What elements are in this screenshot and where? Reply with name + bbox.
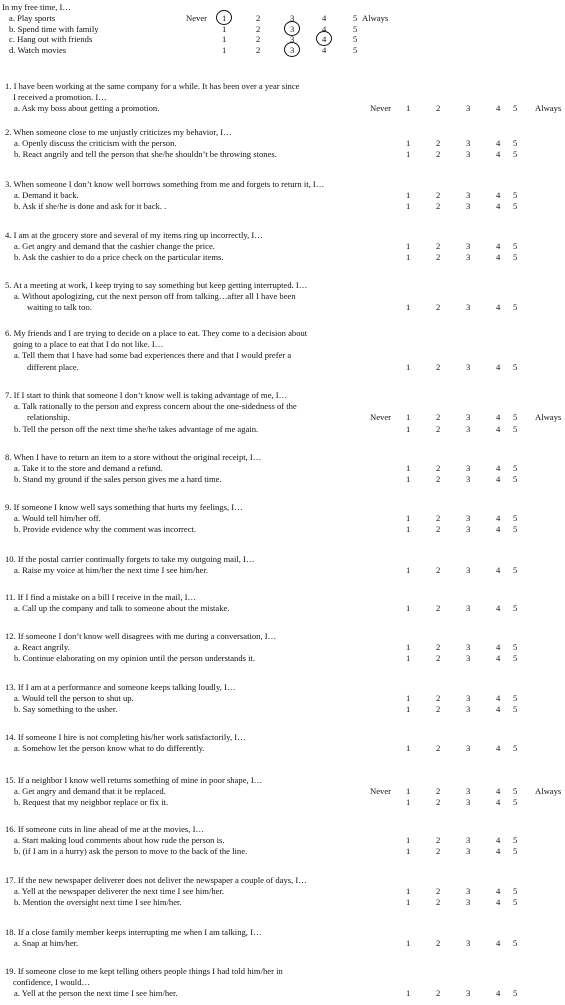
scale-number: 3 bbox=[466, 241, 471, 252]
scale-number: 4 bbox=[496, 423, 501, 434]
scale-number: 5 bbox=[513, 524, 518, 535]
example-scale-number: 1 bbox=[222, 13, 227, 23]
scale-number: 3 bbox=[466, 252, 471, 263]
scale-number: 3 bbox=[466, 463, 471, 474]
scale-number: 2 bbox=[436, 138, 441, 149]
scale-number: 2 bbox=[436, 361, 441, 372]
option-text-line: a. Raise my voice at him/her the next time I see him/her. bbox=[14, 565, 209, 576]
scale-number: 2 bbox=[436, 653, 441, 664]
scale-number: 5 bbox=[513, 302, 518, 313]
question-stem-line: 12. If someone I don’t know well disagrees with me during a conversation, I… bbox=[5, 631, 277, 641]
scale-number: 5 bbox=[513, 138, 518, 149]
scale-number: 3 bbox=[466, 201, 471, 212]
example-always-label: Always bbox=[362, 13, 389, 23]
scale-number: 1 bbox=[406, 302, 411, 313]
option-text-line: a. React angrily. bbox=[14, 642, 70, 653]
answer-circle bbox=[216, 10, 232, 25]
scale-number: 3 bbox=[466, 642, 471, 653]
scale-number: 2 bbox=[436, 524, 441, 535]
option-text-line: a. Yell at the newspaper deliverer the next time I see him/her. bbox=[14, 886, 225, 897]
option-text-line: waiting to talk too. bbox=[27, 302, 92, 313]
question-stem-line: 1. I have been working at the same company for a while. It has been over a year since bbox=[5, 81, 300, 91]
scale-number: 1 bbox=[406, 797, 411, 808]
answer-circle bbox=[316, 31, 332, 46]
option-text-line: a. Start making loud comments about how rude the person is. bbox=[14, 835, 225, 846]
scale-number: 1 bbox=[406, 886, 411, 897]
scale-number: 1 bbox=[406, 252, 411, 263]
scale-number: 4 bbox=[496, 938, 501, 949]
example-scale-number: 5 bbox=[353, 34, 358, 44]
scale-number: 2 bbox=[436, 241, 441, 252]
scale-number: 4 bbox=[496, 704, 501, 715]
scale-number: 4 bbox=[496, 743, 501, 754]
scale-number: 1 bbox=[406, 603, 411, 614]
scale-number: 4 bbox=[496, 835, 501, 846]
scale-number: 3 bbox=[466, 138, 471, 149]
example-scale-number: 1 bbox=[222, 45, 227, 55]
example-scale-number: 2 bbox=[256, 34, 261, 44]
question-stem-line: 3. When someone I don’t know well borrows something from me and forgets to return it, I… bbox=[5, 179, 325, 189]
scale-number: 5 bbox=[513, 743, 518, 754]
scale-number: 3 bbox=[466, 361, 471, 372]
scale-number: 2 bbox=[436, 642, 441, 653]
question-stem-line: 10. If the postal carrier continually forgets to take my outgoing mail, I… bbox=[5, 554, 255, 564]
example-scale-number: 3 bbox=[290, 34, 295, 44]
scale-number: 4 bbox=[496, 886, 501, 897]
scale-number: 1 bbox=[406, 474, 411, 485]
scale-number: 2 bbox=[436, 565, 441, 576]
scale-number: 5 bbox=[513, 642, 518, 653]
option-text-line: a. Without apologizing, cut the next person off from talking…after all I have been bbox=[14, 291, 296, 302]
scale-number: 4 bbox=[496, 149, 501, 160]
scale-number: 5 bbox=[513, 149, 518, 160]
scale-number: 2 bbox=[436, 988, 441, 999]
scale-number: 3 bbox=[466, 474, 471, 485]
example-scale-number: 4 bbox=[322, 45, 327, 55]
scale-number: 3 bbox=[466, 786, 471, 797]
option-text-line: a. Openly discuss the criticism with the person. bbox=[14, 138, 177, 149]
question-stem-line: 14. If someone I hire is not completing his/her work satisfactorily, I… bbox=[5, 732, 246, 742]
scale-number: 1 bbox=[406, 513, 411, 524]
scale-number: 5 bbox=[513, 988, 518, 999]
option-text-line: a. Demand it back. bbox=[14, 190, 79, 201]
scale-number: 3 bbox=[466, 103, 471, 114]
scale-number: 5 bbox=[513, 412, 518, 423]
example-scale-number: 5 bbox=[353, 24, 358, 34]
always-anchor-label: Always bbox=[535, 786, 562, 797]
example-scale-number: 4 bbox=[322, 13, 327, 23]
always-anchor-label: Always bbox=[535, 412, 562, 423]
option-text-line: a. Ask my boss about getting a promotion. bbox=[14, 103, 160, 114]
scale-number: 5 bbox=[513, 897, 518, 908]
example-scale-number: 1 bbox=[222, 24, 227, 34]
scale-number: 3 bbox=[466, 653, 471, 664]
example-scale-number: 2 bbox=[256, 24, 261, 34]
scale-number: 3 bbox=[466, 693, 471, 704]
option-text-line: a. Yell at the person the next time I see him/her. bbox=[14, 988, 178, 999]
scale-number: 5 bbox=[513, 846, 518, 857]
scale-number: 5 bbox=[513, 603, 518, 614]
example-scale-number: 1 bbox=[222, 34, 227, 44]
option-text-line: a. Tell them that I have had some bad experiences there and that I would prefer a bbox=[14, 350, 292, 361]
option-text-line: b. Say something to the usher. bbox=[14, 704, 118, 715]
scale-number: 4 bbox=[496, 513, 501, 524]
scale-number: 2 bbox=[436, 463, 441, 474]
option-text-line: a. Get angry and demand that the cashier change the price. bbox=[14, 241, 215, 252]
scale-number: 1 bbox=[406, 938, 411, 949]
scale-number: 5 bbox=[513, 474, 518, 485]
example-scale-number: 4 bbox=[322, 34, 327, 44]
scale-number: 2 bbox=[436, 797, 441, 808]
scale-number: 3 bbox=[466, 524, 471, 535]
scale-number: 3 bbox=[466, 603, 471, 614]
scale-number: 4 bbox=[496, 412, 501, 423]
example-scale-number: 3 bbox=[290, 45, 295, 55]
scale-number: 5 bbox=[513, 797, 518, 808]
scale-number: 1 bbox=[406, 241, 411, 252]
question-stem-line: going to a place to eat that I do not like. I… bbox=[13, 339, 164, 350]
scale-number: 1 bbox=[406, 988, 411, 999]
scale-number: 1 bbox=[406, 201, 411, 212]
example-item-label: a. Play sports bbox=[9, 13, 56, 23]
scale-number: 1 bbox=[406, 653, 411, 664]
option-text-line: b. Stand my ground if the sales person gives me a hard time. bbox=[14, 474, 222, 485]
option-text-line: a. Take it to the store and demand a refund. bbox=[14, 463, 163, 474]
scale-number: 4 bbox=[496, 361, 501, 372]
scale-number: 3 bbox=[466, 988, 471, 999]
scale-number: 2 bbox=[436, 786, 441, 797]
never-anchor-label: Never bbox=[370, 412, 391, 423]
scale-number: 5 bbox=[513, 565, 518, 576]
scale-number: 4 bbox=[496, 252, 501, 263]
question-stem-line: 4. I am at the grocery store and several of my items ring up incorrectly, I… bbox=[5, 230, 263, 240]
scale-number: 3 bbox=[466, 743, 471, 754]
question-stem-line: 9. If someone I know well says something that hurts my feelings, I… bbox=[5, 502, 243, 512]
scale-number: 2 bbox=[436, 743, 441, 754]
scale-number: 1 bbox=[406, 138, 411, 149]
scale-number: 5 bbox=[513, 786, 518, 797]
scale-number: 5 bbox=[513, 938, 518, 949]
scale-number: 4 bbox=[496, 897, 501, 908]
scale-number: 3 bbox=[466, 423, 471, 434]
question-stem-line: 8. When I have to return an item to a store without the original receipt, I… bbox=[5, 452, 262, 462]
question-stem-line: confidence, I would… bbox=[13, 977, 91, 988]
option-text-line: b. React angrily and tell the person that she/he shouldn’t be throwing stones. bbox=[14, 149, 277, 160]
scale-number: 1 bbox=[406, 361, 411, 372]
example-item-label: d. Watch movies bbox=[9, 45, 67, 55]
scale-number: 5 bbox=[513, 513, 518, 524]
option-text-line: a. Would tell the person to shut up. bbox=[14, 693, 134, 704]
example-scale-number: 5 bbox=[353, 13, 358, 23]
option-text-line: a. Would tell him/her off. bbox=[14, 513, 101, 524]
scale-number: 1 bbox=[406, 642, 411, 653]
scale-number: 2 bbox=[436, 693, 441, 704]
scale-number: 5 bbox=[513, 693, 518, 704]
scale-number: 1 bbox=[406, 693, 411, 704]
scale-number: 3 bbox=[466, 938, 471, 949]
scale-number: 3 bbox=[466, 412, 471, 423]
scale-number: 5 bbox=[513, 190, 518, 201]
option-text-line: a. Snap at him/her. bbox=[14, 938, 79, 949]
scale-number: 1 bbox=[406, 835, 411, 846]
scale-number: 2 bbox=[436, 897, 441, 908]
never-anchor-label: Never bbox=[370, 786, 391, 797]
option-text-line: b. Continue elaborating on my opinion until the person understands it. bbox=[14, 653, 256, 664]
scale-number: 3 bbox=[466, 190, 471, 201]
scale-number: 3 bbox=[466, 846, 471, 857]
example-item-label: c. Hang out with friends bbox=[9, 34, 93, 44]
scale-number: 2 bbox=[436, 252, 441, 263]
scale-number: 1 bbox=[406, 565, 411, 576]
scale-number: 5 bbox=[513, 201, 518, 212]
scale-number: 3 bbox=[466, 897, 471, 908]
scale-number: 2 bbox=[436, 474, 441, 485]
scale-number: 2 bbox=[436, 149, 441, 160]
scale-number: 1 bbox=[406, 412, 411, 423]
scale-number: 4 bbox=[496, 474, 501, 485]
option-text-line: a. Get angry and demand that it be replaced. bbox=[14, 786, 166, 797]
scale-number: 3 bbox=[466, 149, 471, 160]
scale-number: 5 bbox=[513, 241, 518, 252]
scale-number: 3 bbox=[466, 886, 471, 897]
example-item-label: b. Spend time with family bbox=[9, 24, 99, 34]
scale-number: 2 bbox=[436, 835, 441, 846]
example-scale-number: 5 bbox=[353, 45, 358, 55]
scale-number: 1 bbox=[406, 423, 411, 434]
scale-number: 1 bbox=[406, 846, 411, 857]
scale-number: 5 bbox=[513, 361, 518, 372]
scale-number: 2 bbox=[436, 423, 441, 434]
scale-number: 2 bbox=[436, 302, 441, 313]
scale-number: 5 bbox=[513, 704, 518, 715]
scale-number: 1 bbox=[406, 149, 411, 160]
scale-number: 4 bbox=[496, 103, 501, 114]
question-stem-line: 18. If a close family member keeps interrupting me when I am talking, I… bbox=[5, 927, 262, 937]
question-stem-line: 13. If I am at a performance and someone keeps talking loudly, I… bbox=[5, 682, 236, 692]
example-scale-number: 4 bbox=[322, 24, 327, 34]
always-anchor-label: Always bbox=[535, 103, 562, 114]
question-stem-line: 5. At a meeting at work, I keep trying to say something but keep getting interrupted. I… bbox=[5, 280, 308, 290]
option-text-line: relationship. bbox=[27, 412, 70, 423]
option-text-line: b. (if I am in a hurry) ask the person to move to the back of the line. bbox=[14, 846, 248, 857]
question-stem-line: 19. If someone close to me kept telling others people things I had told him/her in bbox=[5, 966, 283, 976]
scale-number: 4 bbox=[496, 642, 501, 653]
option-text-line: different place. bbox=[27, 361, 79, 372]
scale-number: 4 bbox=[496, 524, 501, 535]
scale-number: 5 bbox=[513, 653, 518, 664]
scale-number: 4 bbox=[496, 797, 501, 808]
scale-number: 2 bbox=[436, 886, 441, 897]
example-stem: In my free time, I… bbox=[2, 2, 71, 12]
scale-number: 2 bbox=[436, 190, 441, 201]
option-text-line: a. Somehow let the person know what to do differently. bbox=[14, 743, 205, 754]
scale-number: 2 bbox=[436, 513, 441, 524]
scale-number: 3 bbox=[466, 565, 471, 576]
scale-number: 2 bbox=[436, 704, 441, 715]
scale-number: 5 bbox=[513, 886, 518, 897]
scale-number: 4 bbox=[496, 693, 501, 704]
scale-number: 4 bbox=[496, 603, 501, 614]
example-scale-number: 2 bbox=[256, 45, 261, 55]
question-stem-line: I received a promotion. I… bbox=[13, 92, 107, 103]
scale-number: 5 bbox=[513, 423, 518, 434]
scale-number: 4 bbox=[496, 786, 501, 797]
scale-number: 3 bbox=[466, 513, 471, 524]
option-text-line: b. Request that my neighbor replace or fix it. bbox=[14, 797, 169, 808]
scale-number: 2 bbox=[436, 103, 441, 114]
example-scale-number: 3 bbox=[290, 13, 295, 23]
scale-number: 1 bbox=[406, 103, 411, 114]
question-stem-line: 7. If I start to think that someone I don’t know well is taking advantage of me, I… bbox=[5, 390, 288, 400]
scale-number: 1 bbox=[406, 897, 411, 908]
scale-number: 1 bbox=[406, 463, 411, 474]
scale-number: 4 bbox=[496, 463, 501, 474]
scale-number: 4 bbox=[496, 846, 501, 857]
answer-circle bbox=[284, 42, 300, 57]
scale-number: 4 bbox=[496, 190, 501, 201]
example-never-label: Never bbox=[186, 13, 207, 23]
scale-number: 1 bbox=[406, 190, 411, 201]
question-stem-line: 11. If I find a mistake on a bill I receive in the mail, I… bbox=[5, 592, 197, 602]
option-text-line: a. Call up the company and talk to someone about the mistake. bbox=[14, 603, 230, 614]
question-stem-line: 16. If someone cuts in line ahead of me at the movies, I… bbox=[5, 824, 205, 834]
question-stem-line: 15. If a neighbor I know well returns something of mine in poor shape, I… bbox=[5, 775, 263, 785]
option-text-line: b. Ask the cashier to do a price check on the particular items. bbox=[14, 252, 224, 263]
scale-number: 5 bbox=[513, 463, 518, 474]
scale-number: 4 bbox=[496, 138, 501, 149]
scale-number: 2 bbox=[436, 846, 441, 857]
question-stem-line: 2. When someone close to me unjustly criticizes my behavior, I… bbox=[5, 127, 232, 137]
scale-number: 4 bbox=[496, 653, 501, 664]
scale-number: 5 bbox=[513, 252, 518, 263]
scale-number: 4 bbox=[496, 302, 501, 313]
scale-number: 3 bbox=[466, 302, 471, 313]
scale-number: 3 bbox=[466, 704, 471, 715]
question-stem-line: 6. My friends and I are trying to decide on a place to eat. They come to a decision about bbox=[5, 328, 308, 338]
option-text-line: b. Ask if she/he is done and ask for it back. . bbox=[14, 201, 167, 212]
option-text-line: b. Tell the person off the next time she/he takes advantage of me again. bbox=[14, 423, 259, 434]
scale-number: 5 bbox=[513, 103, 518, 114]
scale-number: 4 bbox=[496, 201, 501, 212]
example-scale-number: 3 bbox=[290, 24, 295, 34]
example-scale-number: 2 bbox=[256, 13, 261, 23]
never-anchor-label: Never bbox=[370, 103, 391, 114]
scale-number: 3 bbox=[466, 835, 471, 846]
scale-number: 5 bbox=[513, 835, 518, 846]
option-text-line: b. Provide evidence why the comment was incorrect. bbox=[14, 524, 197, 535]
question-stem-line: 17. If the new newspaper deliverer does not deliver the newspaper a couple of days, I… bbox=[5, 875, 307, 885]
option-text-line: b. Mention the oversight next time I see him/her. bbox=[14, 897, 182, 908]
scale-number: 1 bbox=[406, 743, 411, 754]
scale-number: 1 bbox=[406, 704, 411, 715]
option-text-line: a. Talk rationally to the person and express concern about the one-sidedness of the bbox=[14, 401, 297, 412]
scale-number: 1 bbox=[406, 786, 411, 797]
scale-number: 4 bbox=[496, 565, 501, 576]
scale-number: 2 bbox=[436, 201, 441, 212]
scale-number: 1 bbox=[406, 524, 411, 535]
scale-number: 4 bbox=[496, 241, 501, 252]
scale-number: 2 bbox=[436, 412, 441, 423]
scale-number: 2 bbox=[436, 938, 441, 949]
scale-number: 2 bbox=[436, 603, 441, 614]
scale-number: 4 bbox=[496, 988, 501, 999]
scale-number: 3 bbox=[466, 797, 471, 808]
